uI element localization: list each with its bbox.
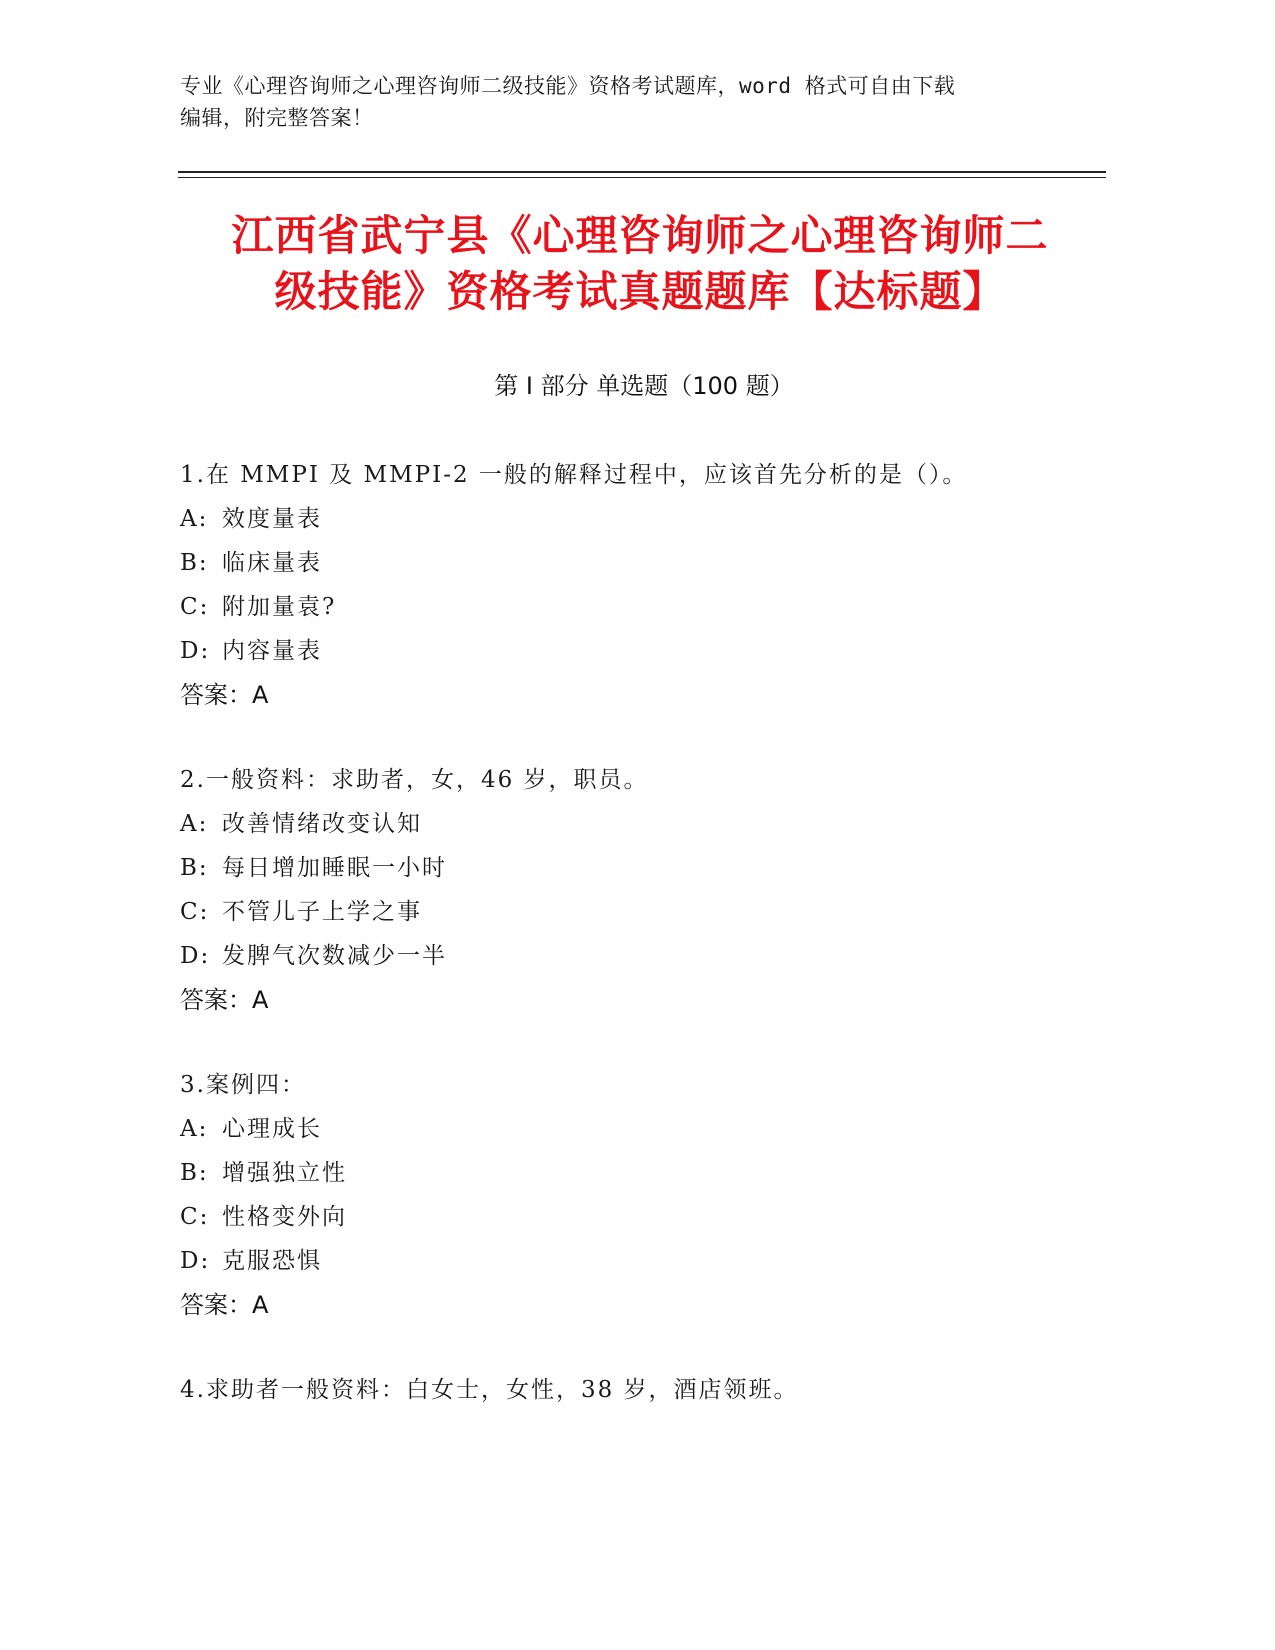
option-letter: D: <box>180 638 211 664</box>
option-text: 克服恐惧 <box>222 1248 322 1274</box>
option-letter: D: <box>180 1248 211 1274</box>
option-letter: D: <box>180 943 211 969</box>
header-divider-thin <box>178 177 1106 178</box>
option-letter: C: <box>180 1204 210 1230</box>
question-option-a <box>180 802 1100 846</box>
question-option-d <box>180 1239 1100 1283</box>
option-text: 心理成长 <box>222 1116 322 1142</box>
question-1 <box>180 453 1100 717</box>
question-option-a <box>180 1107 1100 1151</box>
option-letter: B: <box>180 550 209 576</box>
question-option-a <box>180 497 1100 541</box>
question-option-b <box>180 846 1100 890</box>
header-note-line-1: 专业《心理咨询师之心理咨询师二级技能》资格考试题库，word 格式可自由下载 <box>180 74 956 98</box>
option-text: 临床量表 <box>222 550 322 576</box>
question-2 <box>180 758 1100 1022</box>
option-letter: A: <box>180 811 209 837</box>
question-option-b <box>180 541 1100 585</box>
question-option-c <box>180 585 1100 629</box>
question-stem: 1.在 MMPI 及 MMPI-2 一般的解释过程中，应该首先分析的是（）。 <box>180 462 968 488</box>
section-heading: 第 I 部分 单选题（100 题） <box>494 372 794 400</box>
question-4 <box>180 1368 1100 1412</box>
option-text: 每日增加睡眠一小时 <box>222 855 447 881</box>
question-stem: 3.案例四： <box>180 1072 306 1098</box>
question-stem: 4.求助者一般资料：白女士，女性，38 岁，酒店领班。 <box>180 1377 799 1403</box>
option-text: 内容量表 <box>222 638 322 664</box>
option-letter: C: <box>180 899 210 925</box>
question-answer: 答案：A <box>180 986 269 1014</box>
header-divider-thick <box>178 171 1106 173</box>
question-option-b <box>180 1151 1100 1195</box>
option-text: 改善情绪改变认知 <box>222 811 422 837</box>
document-title-line-1: 江西省武宁县《心理咨询师之心理咨询师二 <box>231 211 1049 260</box>
option-letter: C: <box>180 594 210 620</box>
header-note <box>180 70 1050 134</box>
question-option-d <box>180 629 1100 673</box>
option-text: 增强独立性 <box>222 1160 347 1186</box>
document-title-line-2: 级技能》资格考试真题题库【达标题】 <box>274 267 1006 316</box>
option-text: 发脾气次数减少一半 <box>222 943 447 969</box>
option-text: 效度量表 <box>222 506 322 532</box>
option-letter: B: <box>180 1160 209 1186</box>
option-letter: B: <box>180 855 209 881</box>
header-note-line-2: 编辑，附完整答案！ <box>180 106 374 130</box>
option-text: 不管儿子上学之事 <box>222 899 422 925</box>
question-answer: 答案：A <box>180 681 269 709</box>
question-option-d <box>180 934 1100 978</box>
question-option-c <box>180 1195 1100 1239</box>
question-stem: 2.一般资料：求助者，女，46 岁，职员。 <box>180 767 649 793</box>
question-option-c <box>180 890 1100 934</box>
option-letter: A: <box>180 506 209 532</box>
question-answer: 答案：A <box>180 1291 269 1319</box>
document-title <box>150 208 1130 320</box>
question-3 <box>180 1063 1100 1327</box>
option-text: 性格变外向 <box>222 1204 347 1230</box>
option-text: 附加量袁? <box>222 594 337 620</box>
option-letter: A: <box>180 1116 209 1142</box>
